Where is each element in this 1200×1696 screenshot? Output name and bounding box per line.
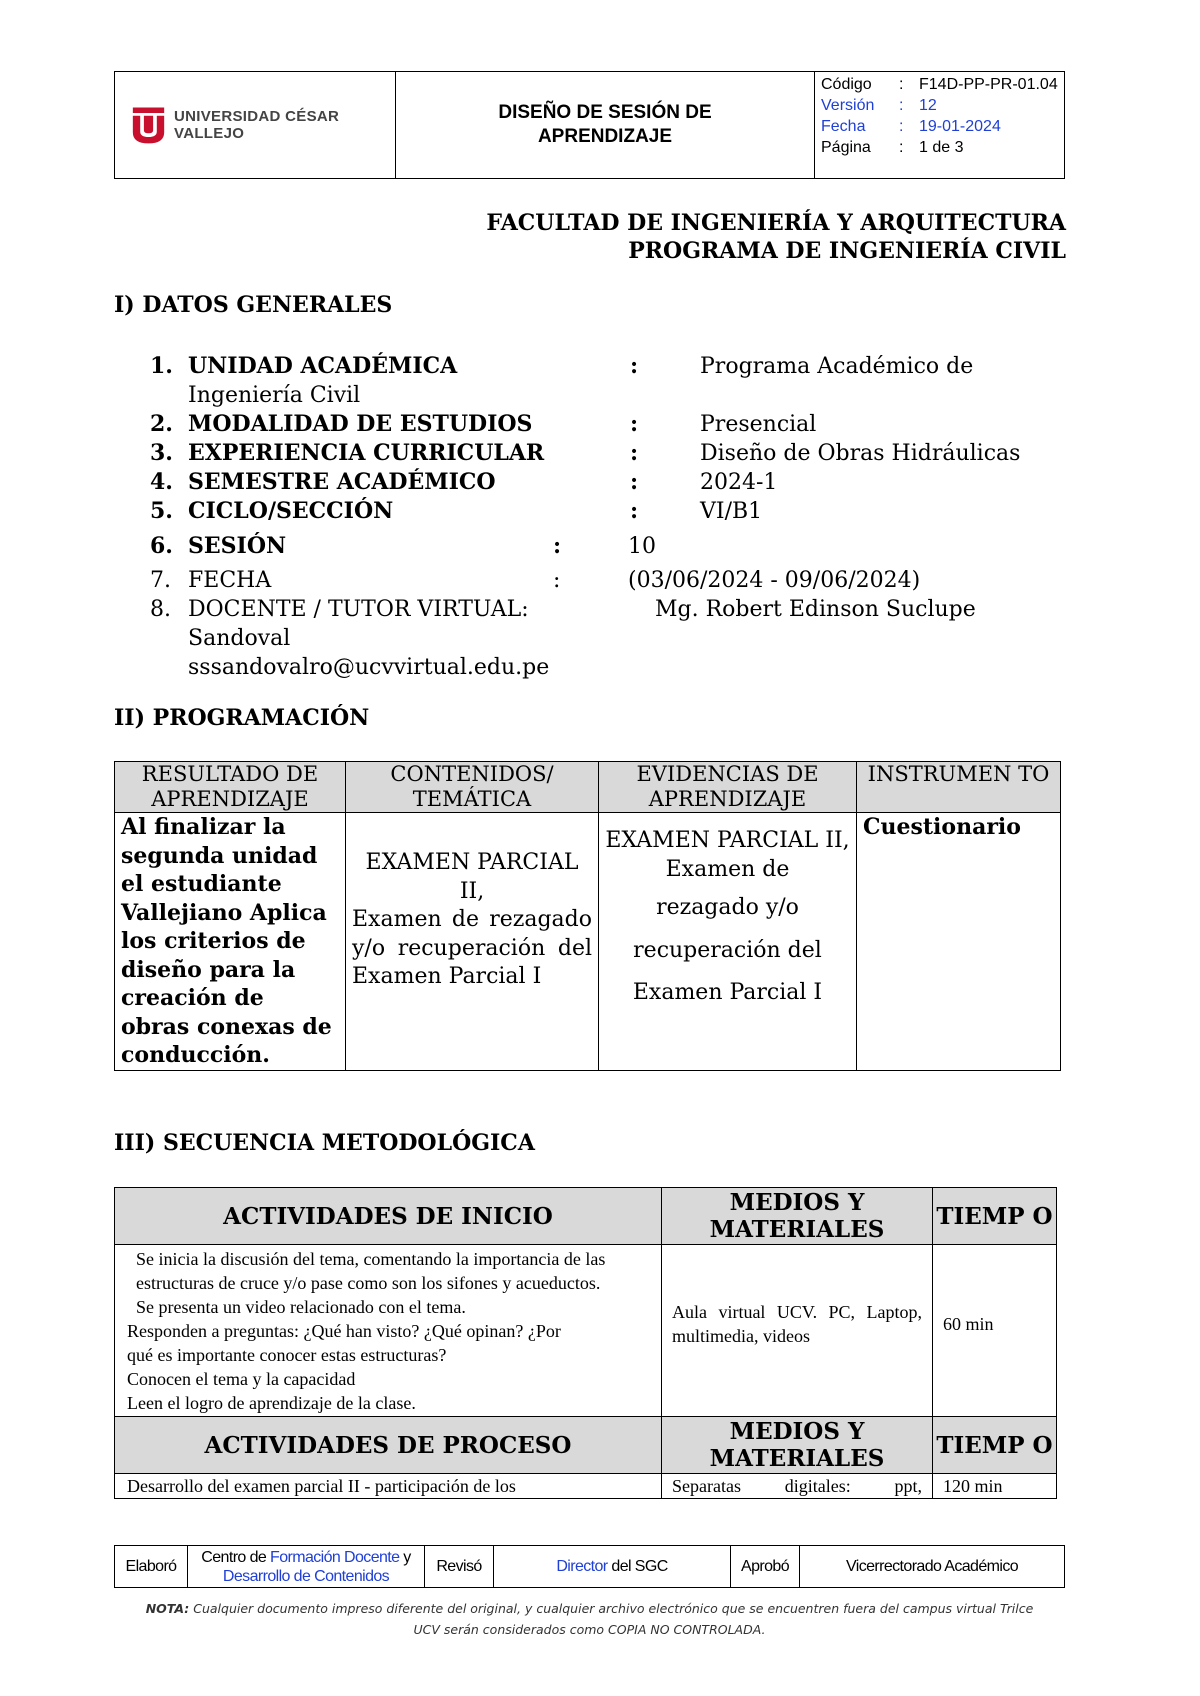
version-value: 12	[919, 97, 937, 114]
reviso-label: Revisó	[425, 1546, 494, 1588]
reviso-value: Director del SGC	[494, 1546, 731, 1588]
contenidos-cell: EXAMEN PARCIAL II, Examen de rezagado y/o recuperación del Examen Parcial I	[346, 813, 599, 1071]
col-header-contenidos: CONTENIDOS/ TEMÁTICA	[346, 762, 599, 813]
col-header-evidencias: EVIDENCIAS DE APRENDIZAJE	[599, 762, 857, 813]
datos-generales-list	[150, 352, 1070, 682]
proceso-tiempo: 120 min	[933, 1474, 1057, 1499]
fecha-label: Fecha	[821, 118, 866, 135]
version-label: Versión	[821, 97, 875, 114]
proceso-tiempo-header: TIEMP O	[933, 1417, 1057, 1474]
list-item-continuation	[150, 653, 1070, 682]
list-item: 3. EXPERIENCIA CURRICULAR : Diseño de Obras Hidráulicas	[150, 440, 1021, 466]
nota-label: NOTA:	[145, 1601, 190, 1616]
pagina-value: 1 de 3	[919, 139, 964, 156]
section-datos-generales-title: I) DATOS GENERALES	[114, 292, 393, 318]
programacion-table	[114, 761, 1061, 1071]
faculty-heading	[486, 209, 1066, 265]
list-item-continuation: Sandoval	[188, 626, 291, 651]
pagina-label: Página	[821, 139, 871, 156]
section-programacion-title: II) PROGRAMACIÓN	[114, 705, 370, 731]
list-item: 7. FECHA : (03/06/2024 - 09/06/2024)	[150, 568, 921, 593]
title-line-1: DISEÑO DE SESIÓN DE	[498, 102, 712, 123]
section-secuencia-title: III) SECUENCIA METODOLÓGICA	[114, 1130, 535, 1156]
list-item-continuation: Ingeniería Civil	[188, 383, 361, 408]
evidencias-cell: EXAMEN PARCIAL II, Examen de rezagado y/o recuperación del Examen Parcial I	[599, 813, 857, 1071]
col-header-instrumento: INSTRUMEN TO	[857, 762, 1061, 813]
proceso-medios-header: MEDIOS Y MATERIALES	[662, 1417, 933, 1474]
inicio-activities: Se inicia la discusión del tema, comentando la importancia de las estructuras de cruce y/o pase como son los sifones y acueductos. Se presenta un video relacionado con el tema. Responden a preguntas: ¿Qué han visto? ¿Qué opinan? ¿Por qué es importante conocer estas estructuras? Conocen el tema y la capacidad Leen el logro de aprendizaje de la clase.	[115, 1245, 662, 1417]
program-name: PROGRAMA DE INGENIERÍA CIVIL	[628, 238, 1066, 264]
list-item: 6. SESIÓN : 10	[150, 533, 656, 559]
instrumento-cell: Cuestionario	[857, 813, 1061, 1071]
list-item: 5. CICLO/SECCIÓN : VI/B1	[150, 498, 763, 524]
document-header-table	[114, 71, 1065, 179]
title-line-2: APRENDIZAJE	[537, 126, 673, 147]
proceso-activities: Desarrollo del examen parcial II - participación de los	[115, 1474, 662, 1499]
resultado-cell: Al finalizar la segunda unidad el estudiante Vallejiano Aplica los criterios de diseño para la creación de obras conexas de conducción.	[115, 813, 346, 1071]
codigo-value: F14D-PP-PR-01.04	[919, 76, 1058, 93]
tiempo-header: TIEMP O	[933, 1188, 1057, 1245]
list-item: 2. MODALIDAD DE ESTUDIOS : Presencial	[150, 411, 817, 437]
col-header-resultado: RESULTADO DE APRENDIZAJE	[115, 762, 346, 813]
inicio-medios: Aula virtual UCV. PC, Laptop, multimedia, videos	[662, 1245, 933, 1417]
ucv-shield-icon	[131, 104, 166, 146]
proceso-medios: Separatas digitales: ppt,	[662, 1474, 933, 1499]
document-title	[396, 72, 815, 179]
footer-note: NOTA: Cualquier documento impreso diferente del original, y cualquier archivo electrónico que se encuentren fuera del campus virtual Trilce UCV serán considerados como COPIA NO CONTROLADA.	[145, 1601, 1034, 1637]
docente-email: sssandovalro@ucvvirtual.edu.pe	[188, 655, 550, 680]
list-item: 4. SEMESTRE ACADÉMICO : 2024-1	[150, 469, 778, 495]
codigo-label: Código	[821, 76, 872, 93]
elaboro-value: Centro de Formación Docente y Desarrollo de Contenidos	[188, 1546, 425, 1588]
approval-footer	[114, 1545, 1065, 1588]
aprobo-value: Vicerrectorado Académico	[800, 1546, 1065, 1588]
medios-header: MEDIOS Y MATERIALES	[662, 1188, 933, 1245]
university-logo	[115, 104, 395, 146]
fecha-value: 19-01-2024	[919, 118, 1001, 135]
inicio-tiempo: 60 min	[933, 1245, 1057, 1417]
faculty-name: FACULTAD DE INGENIERÍA Y ARQUITECTURA	[486, 210, 1066, 236]
list-item: 8. DOCENTE / TUTOR VIRTUAL: Mg. Robert Edinson Suclupe	[150, 597, 976, 622]
aprobo-label: Aprobó	[731, 1546, 800, 1588]
document-meta: Código : F14D-PP-PR-01.04 Versión : 12 Fecha : 19-01-2024 Página : 1 de 3	[815, 72, 1065, 179]
inicio-header: ACTIVIDADES DE INICIO	[115, 1188, 662, 1245]
secuencia-table	[114, 1187, 1057, 1499]
logo-cell	[115, 72, 396, 179]
elaboro-label: Elaboró	[115, 1546, 188, 1588]
list-item: 1. UNIDAD ACADÉMICA : Programa Académico de	[150, 353, 974, 379]
logo-text: UNIVERSIDAD CÉSAR VALLEJO	[174, 108, 340, 142]
proceso-header: ACTIVIDADES DE PROCESO	[115, 1417, 662, 1474]
